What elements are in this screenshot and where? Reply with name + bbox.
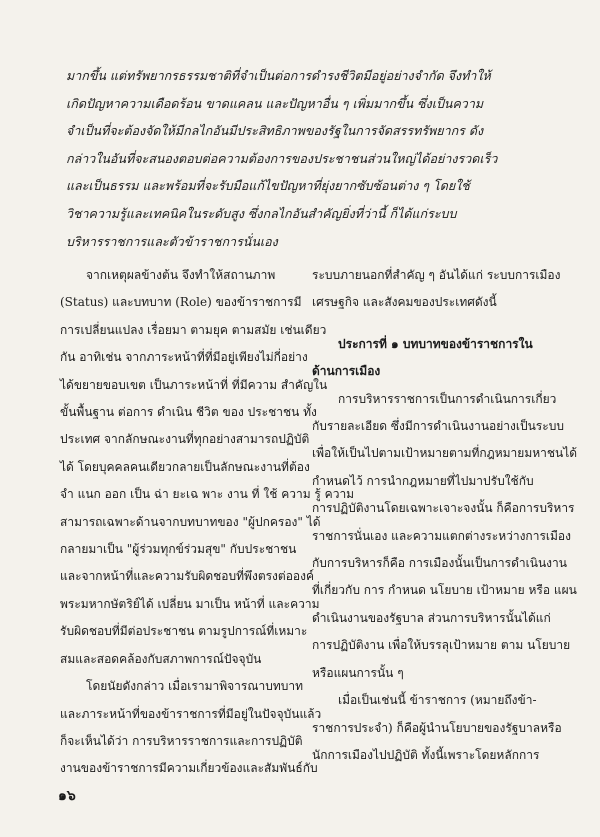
right-line: ที่เกี่ยวกับ การ กำหนด นโยบาย เป้าหมาย หรือ แผน [312, 583, 577, 598]
left-line: การเปลี่ยนแปลง เรื่อยมา ตามยุค ตามสมัย เช่นเดียว [60, 322, 327, 337]
left-line: สามารถเฉพาะด้านจากบทบาทของ "ผู้ปกครอง" ได้ [60, 514, 321, 529]
right-line: การปฏิบัติงานโดยเฉพาะเจาะจงนั้น ก็คือการบริหาร [312, 501, 575, 516]
page-number: ๑๖ [58, 788, 76, 804]
left-line: กลายมาเป็น "ผู้ร่วมทุกข์ร่วมสุข" กับประชาชน [60, 542, 297, 557]
left-line: งานของข้าราชการมีความเกี่ยวข้องและสัมพันธ์กับ [60, 761, 318, 776]
intro-paragraph [66, 62, 556, 255]
intro-line: กล่าวในอันที่จะสนองตอบต่อความต้องการของประชาชนส่วนใหญ่ได้อย่างรวดเร็ว [66, 150, 498, 166]
right-column [312, 262, 578, 769]
left-line: พระมหากษัตริย์ได้ เปลี่ยน มาเป็น หน้าที่ และความ [60, 596, 320, 611]
right-line: ราชการนั่นเอง และความแตกต่างระหว่างการเมือง [312, 528, 571, 543]
right-line: เศรษฐกิจ และสังคมของประเทศดังนี้ [312, 295, 497, 310]
right-line: เพื่อให้เป็นไปตามเป้าหมายตามที่กฎหมายมหาชนได้ [312, 446, 578, 461]
intro-line: เกิดปัญหาความเดือดร้อน ขาดแคลน และปัญหาอื่น ๆ เพิ่มมากขึ้น ซึ่งเป็นความ [66, 95, 484, 111]
left-line: กัน อาทิเช่น จากภาระหน้าที่ที่มีอยู่เพียงไม่กี่อย่าง [60, 350, 308, 365]
left-line: จำ แนก ออก เป็น ฉ่า ยะเฉ พาะ งาน ที่ ใช้ ความ รู้ ความ [60, 487, 355, 502]
left-line: ได้ โดยบุคคลคนเดียวกลายเป็นลักษณะงานที่ต้อง [60, 459, 310, 474]
left-line: โดยนัยดังกล่าว เมื่อเรามาพิจารณาบทบาท [86, 679, 304, 694]
section-heading-cont: ด้านการเมือง [312, 364, 381, 379]
intro-line: มากขึ้น แต่ทรัพยากรธรรมชาติที่จำเป็นต่อการดำรงชีวิตมีอยู่อย่างจำกัด จึงทำให้ [66, 68, 491, 83]
left-line: (Status) และบทบาท (Role) ของข้าราชการมี [60, 295, 302, 310]
left-line: จากเหตุผลข้างต้น จึงทำให้สถานภาพ [86, 268, 276, 282]
right-line: ดำเนินงานของรัฐบาล ส่วนการบริหารนั้นได้แก่ [312, 610, 551, 625]
right-line: เมื่อเป็นเช่นนี้ ข้าราชการ (หมายถึงข้า- [338, 693, 537, 708]
left-line: และภาระหน้าที่ของข้าราชการที่มีอยู่ในปัจจุบันแล้ว [60, 706, 322, 721]
left-line: รับผิดชอบที่มีต่อประชาชน ตามรูปการณ์ที่เหมาะ [60, 624, 308, 639]
intro-line: บริหารราชการและตัวข้าราชการนั่นเอง [66, 233, 278, 249]
right-line: หรือแผนการนั้น ๆ [312, 665, 404, 680]
right-line: ราชการประจำ) ก็คือผู้นำนโยบายของรัฐบาลหรือ [312, 720, 562, 735]
intro-line: วิชาความรู้และเทคนิคในระดับสูง ซึ่งกลไกอันสำคัญยิ่งที่ว่านี้ ก็ได้แก่ระบบ [66, 205, 457, 221]
right-line: การปฏิบัติงาน เพื่อให้บรรลุเป้าหมาย ตาม นโยบาย [312, 638, 571, 653]
left-line: ขั้นพื้นฐาน ต่อการ ดำเนิน ชีวิต ของ ประชาชน ทั้ง [60, 405, 317, 420]
intro-line: จำเป็นที่จะต้องจัดให้มีกลไกอันมีประสิทธิภาพของรัฐในการจัดสรรทรัพยากร ดัง [66, 123, 484, 139]
right-line: กับการบริหารก็คือ การเมืองนั้นเป็นการดำเนินงาน [312, 556, 567, 571]
left-line: สมและสอดคล้องกับสภาพการณ์ปัจจุบัน [60, 651, 262, 666]
right-line: กับรายละเอียด ซึ่งมีการดำเนินงานอย่างเป็นระบบ [312, 419, 564, 434]
left-line: ได้ขยายขอบเขต เป็นภาระหน้าที่ ที่มีความ สำคัญใน [60, 377, 328, 392]
right-line: การบริหารราชการเป็นการดำเนินการเกี่ยว [338, 391, 557, 406]
section-heading: ประการที่ ๑ บทบาทของข้าราชการใน [338, 336, 533, 351]
right-line: ระบบภายนอกที่สำคัญ ๆ อันได้แก่ ระบบการเมือง [312, 268, 561, 282]
left-line: ก็จะเห็นได้ว่า การบริหารราชการและการปฏิบัติ [60, 733, 303, 748]
right-line: กำหนดไว้ การนำกฎหมายที่ไปมาปรับใช้กับ [312, 473, 534, 488]
left-line: และจากหน้าที่และความรับผิดชอบที่พึงตรงต่อองค์ [60, 569, 315, 584]
right-line: นักการเมืองไปปฏิบัติ ทั้งนี้เพราะโดยหลักการ [312, 747, 540, 762]
spacer [312, 317, 558, 331]
left-line: ประเทศ จากลักษณะงานที่ทุกอย่างสามารถปฏิบัติ [60, 432, 310, 447]
intro-line: และเป็นธรรม และพร้อมที่จะรับมือแก้ไขปัญหาที่ยุ่งยากซับซ้อนต่าง ๆ โดยใช้ [66, 178, 470, 194]
